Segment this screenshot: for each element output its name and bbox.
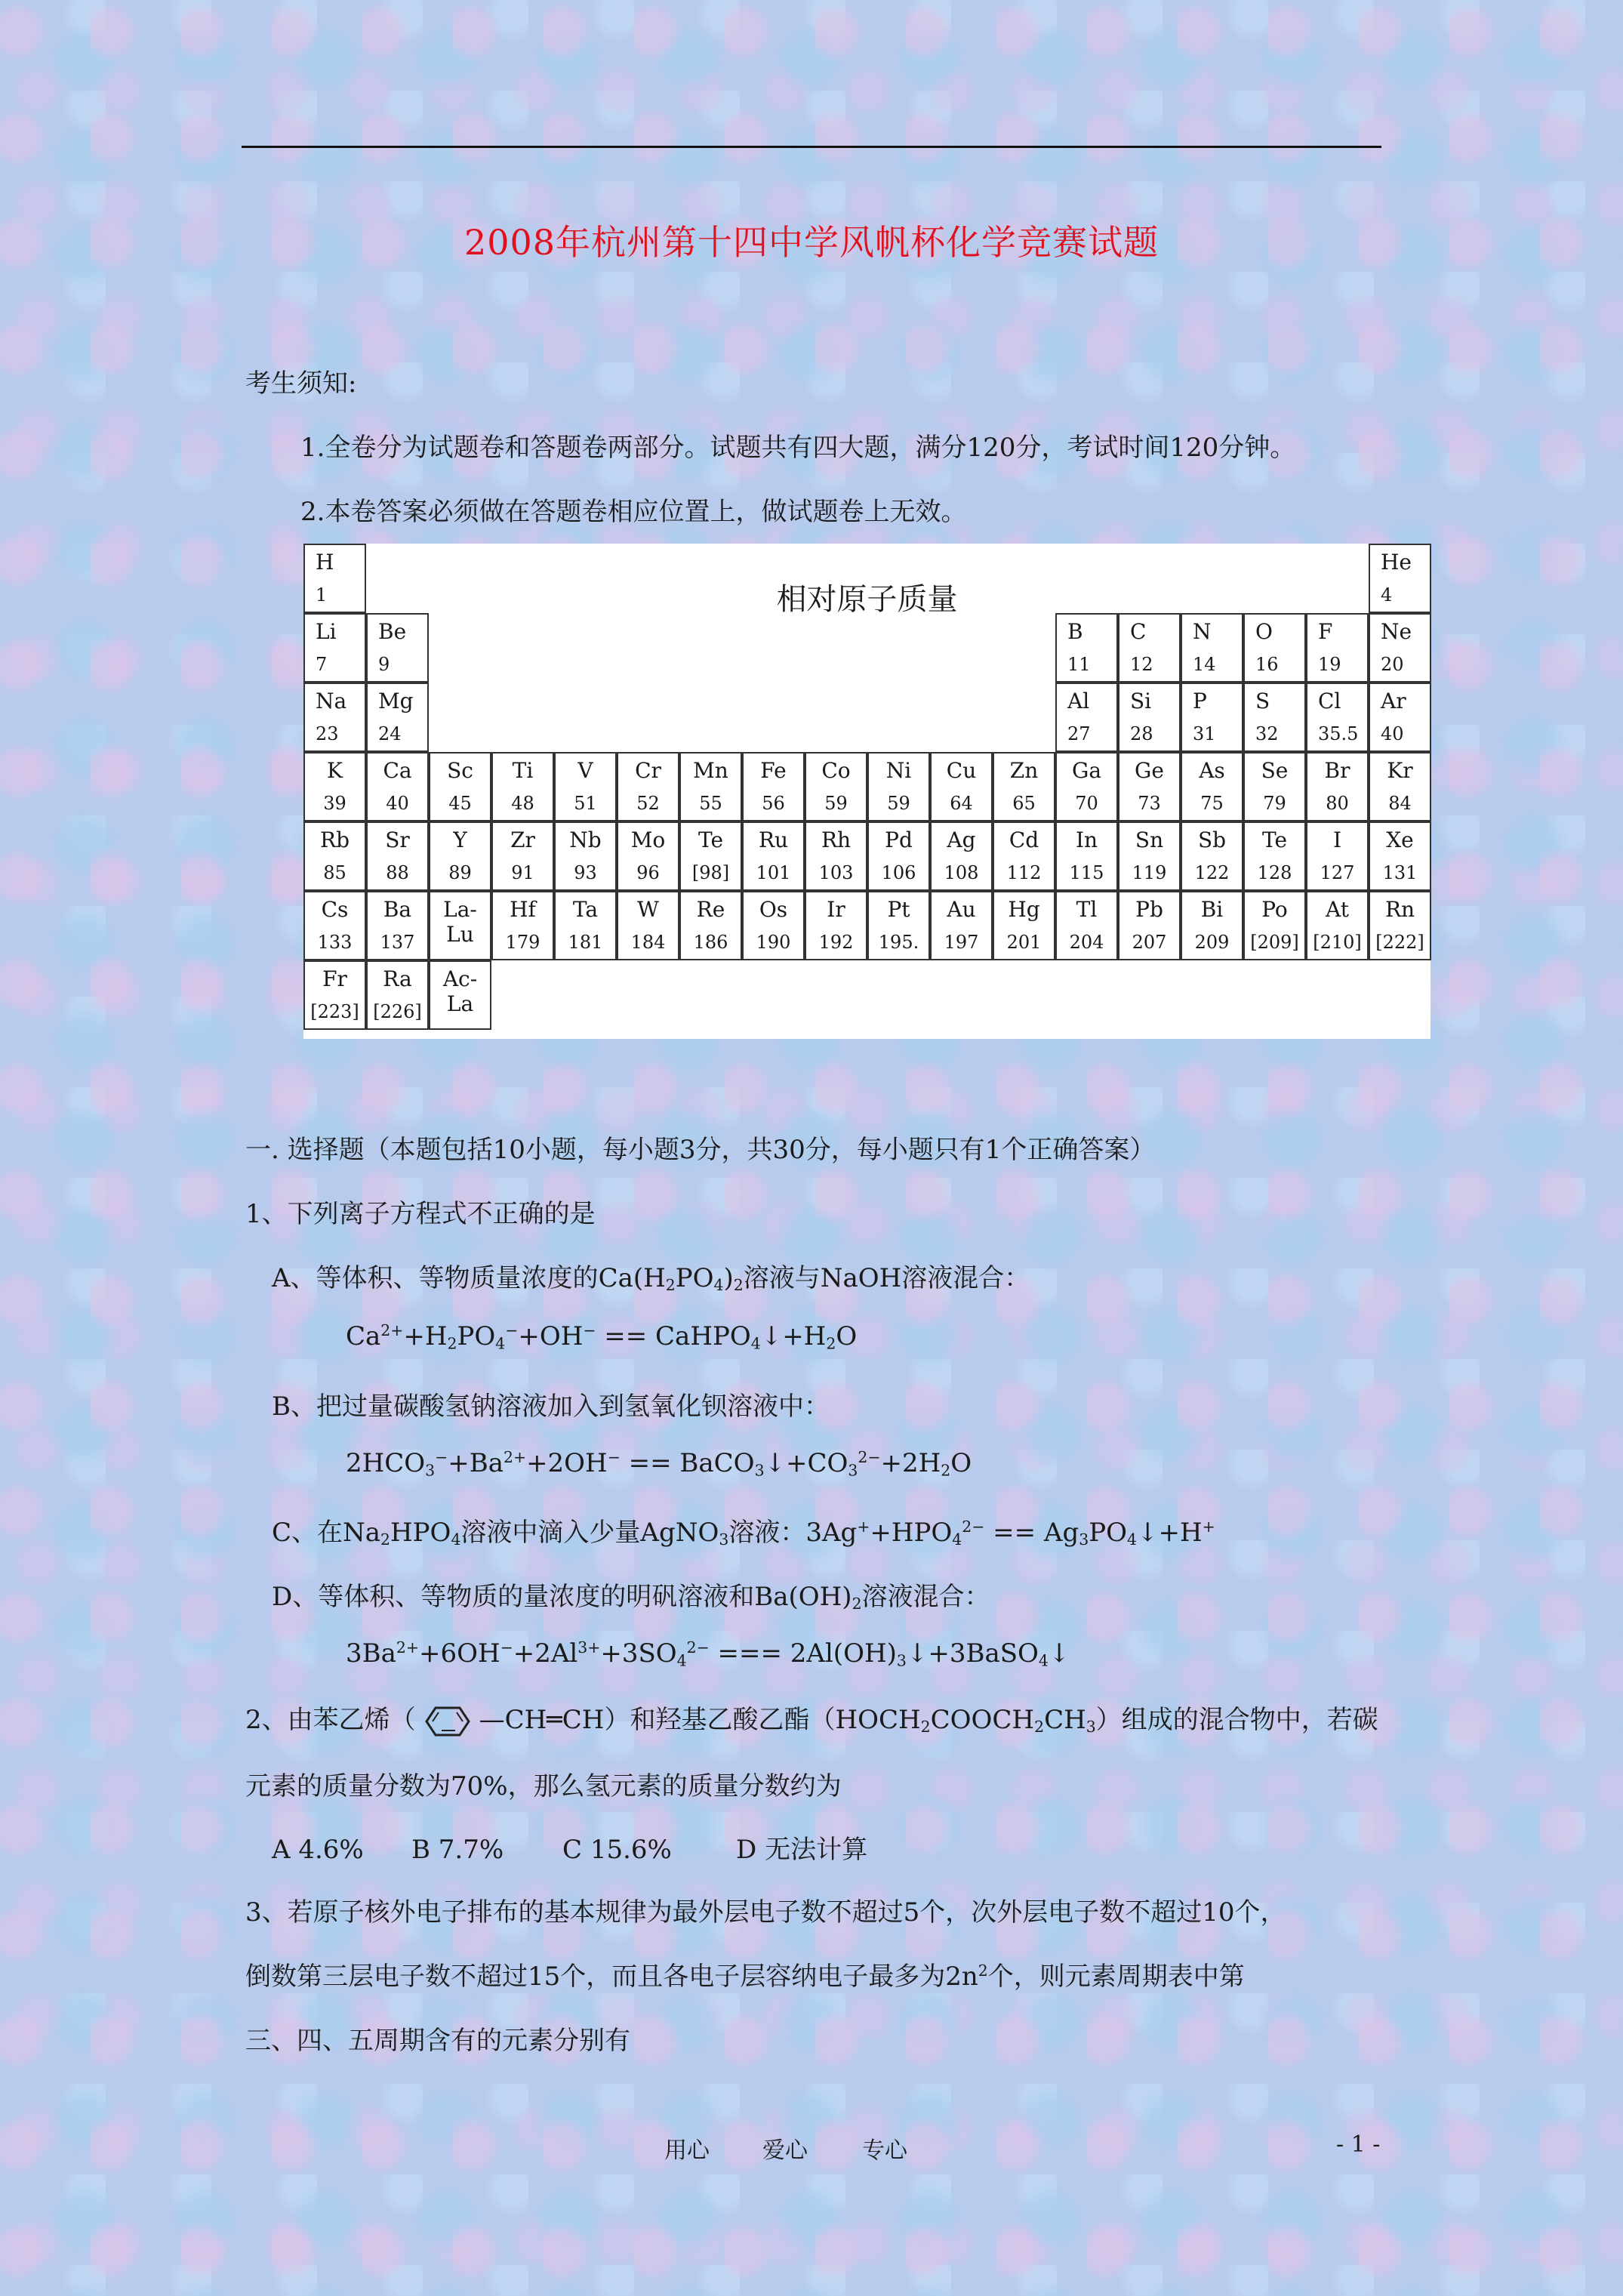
- element-mass: 195.: [878, 932, 919, 953]
- element-mass: 75: [1200, 793, 1224, 814]
- element-symbol: At: [1326, 897, 1349, 922]
- element-symbol: Te: [698, 827, 724, 852]
- element-symbol: Ag: [947, 827, 976, 852]
- element-cell: [1243, 613, 1306, 683]
- element-cell: [303, 960, 366, 1030]
- element-symbol: Fe: [760, 758, 787, 783]
- element-symbol: Nb: [569, 827, 602, 852]
- element-cell: [1055, 613, 1118, 683]
- element-symbol: Sn: [1135, 827, 1164, 852]
- element-cell: [1369, 891, 1431, 960]
- element-mass: 52: [636, 793, 660, 814]
- element-cell: [993, 891, 1055, 960]
- element-symbol: Cl: [1318, 689, 1341, 713]
- element-symbol: Cr: [635, 758, 661, 783]
- q1-option-a: A、等体积、等物质量浓度的$Ca(H_2PO_4)_2$溶液与NaOH溶液混合：: [272, 1263, 1030, 1295]
- element-symbol: Na: [316, 689, 347, 713]
- element-mass: [98]: [691, 862, 730, 883]
- element-cell: [1181, 891, 1243, 960]
- element-symbol: La-Lu: [443, 897, 477, 947]
- element-cell: [805, 891, 867, 960]
- page-number: - 1 -: [1336, 2131, 1381, 2158]
- element-mass: [223]: [310, 1001, 359, 1022]
- element-mass: 106: [881, 862, 916, 883]
- element-cell: [1055, 821, 1118, 891]
- element-mass: 84: [1388, 793, 1412, 814]
- element-mass: 128: [1257, 862, 1292, 883]
- element-mass: 119: [1132, 862, 1167, 883]
- element-symbol: Xe: [1386, 827, 1414, 852]
- element-cell: [303, 613, 366, 683]
- q1-equation-b: $2HCO_3^-+Ba^{2+}+2OH^-$ == $BaCO_3↓+CO_3^{2-}+2H_2O$: [346, 1448, 972, 1480]
- element-mass: 204: [1069, 932, 1104, 953]
- element-symbol: F: [1318, 619, 1333, 644]
- element-cell: [1369, 752, 1431, 821]
- element-cell: [1118, 821, 1181, 891]
- element-mass: [226]: [373, 1001, 422, 1022]
- element-symbol: I: [1332, 827, 1342, 852]
- element-mass: 79: [1263, 793, 1286, 814]
- q2-options: [272, 1829, 867, 1866]
- element-cell: [1243, 752, 1306, 821]
- element-mass: 85: [323, 862, 346, 883]
- element-mass: 7: [316, 654, 328, 675]
- element-symbol: Cd: [1009, 827, 1039, 852]
- element-cell: [1306, 613, 1369, 683]
- element-mass: 32: [1255, 723, 1279, 744]
- notice-item: 2.本卷答案必须做在答题卷相应位置上，做试题卷上无效。: [300, 497, 967, 527]
- element-mass: 186: [693, 932, 728, 953]
- element-cell: [679, 752, 742, 821]
- element-cell: [1369, 613, 1431, 683]
- element-mass: 101: [756, 862, 791, 883]
- element-symbol: Ba: [383, 897, 412, 922]
- element-symbol: Ga: [1071, 758, 1102, 783]
- element-cell: [1369, 683, 1431, 752]
- element-mass: 108: [944, 862, 979, 883]
- element-mass: 23: [316, 723, 339, 744]
- q2-option-b[interactable]: B 7.7%: [411, 1835, 504, 1865]
- element-mass: 64: [950, 793, 973, 814]
- element-cell: [1181, 752, 1243, 821]
- element-symbol: Hf: [510, 897, 536, 922]
- element-mass: 16: [1255, 654, 1279, 675]
- element-symbol: Rn: [1384, 897, 1415, 922]
- q2-option-a[interactable]: A 4.6%: [272, 1835, 364, 1865]
- element-symbol: O: [1255, 619, 1273, 644]
- question-2-stem: 2、由苯乙烯（ —CH═CH）和羟基乙酸乙酯$(HOCH_2COOCH_2CH_3)$组成的混合物中，若碳: [245, 1699, 1378, 1738]
- element-cell: [366, 683, 429, 752]
- element-mass: 73: [1138, 793, 1161, 814]
- element-symbol: Ta: [572, 897, 599, 922]
- element-mass: 14: [1193, 654, 1216, 675]
- element-cell: [429, 752, 491, 821]
- element-cell: [1181, 613, 1243, 683]
- element-symbol: He: [1381, 550, 1412, 575]
- element-mass: [222]: [1375, 932, 1424, 953]
- q1-equation-d: $3Ba^{2+}+6OH^-+2Al^{3+}+3SO_4^{2-}$ === $2Al(OH)_3↓+3BaSO_4↓$: [346, 1638, 1070, 1670]
- element-mass: 96: [636, 862, 660, 883]
- element-symbol: K: [327, 758, 343, 783]
- element-cell: [930, 752, 993, 821]
- element-cell: [1243, 821, 1306, 891]
- page-title: 2008年杭州第十四中学风帆杯化学竞赛试题: [463, 222, 1160, 263]
- element-cell: [617, 752, 679, 821]
- element-symbol: Fr: [322, 966, 347, 991]
- element-symbol: Ra: [383, 966, 412, 991]
- question-2-stem-line2: 元素的质量分数为70%，那么氢元素的质量分数约为: [245, 1771, 842, 1801]
- element-symbol: Sr: [385, 827, 410, 852]
- element-mass: 51: [574, 793, 597, 814]
- question-3-stem-line2: 倒数第三层电子数不超过15个，而且各电子层容纳电子最多为$2n^2$个，则元素周期表中第: [245, 1961, 1245, 1992]
- element-cell: [617, 821, 679, 891]
- element-cell: [1118, 752, 1181, 821]
- element-mass: 190: [756, 932, 791, 953]
- element-mass: 201: [1006, 932, 1042, 953]
- element-symbol: Se: [1261, 758, 1289, 783]
- element-mass: 88: [386, 862, 409, 883]
- question-3-stem: 3、若原子核外电子排布的基本规律为最外层电子数不超过5个，次外层电子数不超过10个，: [245, 1897, 1286, 1928]
- element-symbol: Pt: [887, 897, 910, 922]
- element-mass: 179: [505, 932, 540, 953]
- element-symbol: Ac-La: [442, 966, 478, 1016]
- notice-item: 1.全卷分为试题卷和答题卷两部分。试题共有四大题，满分120分，考试时间120分钟。: [300, 433, 1296, 463]
- element-symbol: W: [637, 897, 659, 922]
- element-mass: 40: [386, 793, 409, 814]
- element-symbol: Zr: [510, 827, 535, 852]
- element-mass: 181: [568, 932, 603, 953]
- footer-motto: 用心: [664, 2137, 710, 2164]
- element-cell: [429, 821, 491, 891]
- element-symbol: H: [316, 550, 334, 575]
- element-mass: 184: [630, 932, 666, 953]
- element-symbol: S: [1255, 689, 1270, 713]
- element-cell: [867, 891, 930, 960]
- element-mass: 40: [1381, 723, 1404, 744]
- element-cell: [1306, 752, 1369, 821]
- element-symbol: Ca: [383, 758, 412, 783]
- element-cell: [303, 544, 366, 613]
- element-mass: 59: [887, 793, 910, 814]
- element-symbol: C: [1130, 619, 1147, 644]
- element-cell: [679, 821, 742, 891]
- element-symbol: Mo: [630, 827, 666, 852]
- element-symbol: Kr: [1387, 758, 1413, 783]
- element-cell: [1181, 821, 1243, 891]
- element-mass: 93: [574, 862, 597, 883]
- q2-option-d[interactable]: D 无法计算: [736, 1835, 868, 1865]
- footer-motto: 专心: [862, 2137, 907, 2164]
- element-mass: 65: [1012, 793, 1036, 814]
- element-cell: [1055, 752, 1118, 821]
- element-cell: [491, 752, 554, 821]
- element-symbol: Pd: [885, 827, 913, 852]
- element-symbol: Al: [1067, 689, 1090, 713]
- element-mass: 4: [1381, 584, 1393, 606]
- element-mass: 137: [380, 932, 415, 953]
- element-cell: [742, 752, 805, 821]
- element-symbol: Zn: [1009, 758, 1039, 783]
- element-mass: 9: [378, 654, 390, 675]
- element-symbol: Mn: [693, 758, 728, 783]
- element-mass: 122: [1194, 862, 1230, 883]
- element-symbol: Ge: [1135, 758, 1164, 783]
- element-cell: [1306, 891, 1369, 960]
- element-cell: [366, 960, 429, 1030]
- element-mass: 80: [1326, 793, 1349, 814]
- element-symbol: P: [1193, 689, 1207, 713]
- element-symbol: Ar: [1381, 689, 1406, 713]
- element-mass: 19: [1318, 654, 1341, 675]
- element-mass: 59: [824, 793, 848, 814]
- element-symbol: B: [1067, 619, 1083, 644]
- element-symbol: Hg: [1008, 897, 1040, 922]
- element-cell: [1118, 613, 1181, 683]
- element-symbol: Br: [1324, 758, 1350, 783]
- element-cell: [1118, 891, 1181, 960]
- element-cell: [366, 752, 429, 821]
- element-cell: [867, 821, 930, 891]
- element-mass: 12: [1130, 654, 1153, 675]
- element-mass: 192: [818, 932, 854, 953]
- element-cell: [742, 821, 805, 891]
- element-mass: 45: [448, 793, 472, 814]
- question-3-stem-line3: 三、四、五周期含有的元素分别有: [245, 2026, 630, 2056]
- element-symbol: Cu: [946, 758, 977, 783]
- element-mass: 209: [1194, 932, 1230, 953]
- element-symbol: Cs: [321, 897, 349, 922]
- element-cell: [805, 821, 867, 891]
- element-cell: [429, 891, 491, 960]
- element-symbol: Os: [759, 897, 788, 922]
- element-cell: [1243, 891, 1306, 960]
- element-symbol: Au: [947, 897, 976, 922]
- element-mass: 127: [1320, 862, 1355, 883]
- element-mass: 70: [1075, 793, 1098, 814]
- element-cell: [1055, 683, 1118, 752]
- element-cell: [679, 891, 742, 960]
- element-cell: [366, 613, 429, 683]
- element-cell: [1306, 683, 1369, 752]
- element-cell: [303, 752, 366, 821]
- element-mass: 115: [1069, 862, 1104, 883]
- element-cell: [554, 821, 617, 891]
- element-cell: [1306, 821, 1369, 891]
- element-symbol: Be: [378, 619, 407, 644]
- question-1-stem: 1、下列离子方程式不正确的是: [245, 1199, 596, 1229]
- benzene-ring-icon: [416, 1705, 479, 1738]
- element-mass: 1: [316, 584, 328, 606]
- element-mass: 48: [511, 793, 534, 814]
- element-cell: [993, 821, 1055, 891]
- element-symbol: Re: [696, 897, 725, 922]
- element-symbol: Sb: [1197, 827, 1227, 852]
- q1-option-d: D、等体积、等物质的量浓度的明矾溶液和$Ba(OH)_2$溶液混合：: [272, 1582, 990, 1613]
- element-symbol: Pb: [1135, 897, 1163, 922]
- element-cell: [491, 891, 554, 960]
- q1-option-b: B、把过量碳酸氢钠溶液加入到氢氧化钡溶液中：: [272, 1391, 830, 1422]
- element-mass: 55: [699, 793, 722, 814]
- element-symbol: Tl: [1076, 897, 1098, 922]
- element-symbol: Ru: [758, 827, 789, 852]
- element-symbol: In: [1075, 827, 1098, 852]
- element-cell: [429, 960, 491, 1030]
- element-symbol: Ti: [512, 758, 534, 783]
- section-heading: 一. 选择题（本题包括10小题，每小题3分，共30分，每小题只有1个正确答案）: [245, 1135, 1156, 1165]
- element-mass: 20: [1381, 654, 1404, 675]
- element-cell: [930, 891, 993, 960]
- element-mass: 89: [448, 862, 472, 883]
- element-mass: 28: [1130, 723, 1153, 744]
- element-cell: [1243, 683, 1306, 752]
- element-cell: [1118, 683, 1181, 752]
- element-symbol: As: [1199, 758, 1225, 783]
- element-cell: [993, 752, 1055, 821]
- notice-heading: 考生须知:: [245, 368, 357, 399]
- element-mass: 91: [511, 862, 534, 883]
- element-symbol: Co: [821, 758, 851, 783]
- element-mass: 131: [1382, 862, 1418, 883]
- element-mass: 112: [1006, 862, 1042, 883]
- q1-equation-a: $Ca^{2+}+H_2PO_4^-+OH^-$ == $CaHPO_4↓+H_2O$: [346, 1321, 858, 1353]
- element-symbol: Ni: [885, 758, 912, 783]
- element-cell: [1181, 683, 1243, 752]
- element-cell: [930, 821, 993, 891]
- element-mass: 27: [1067, 723, 1091, 744]
- element-mass: [210]: [1313, 932, 1362, 953]
- element-cell: [867, 752, 930, 821]
- element-mass: 11: [1067, 654, 1091, 675]
- element-symbol: Bi: [1200, 897, 1224, 922]
- element-cell: [617, 891, 679, 960]
- element-symbol: Si: [1130, 689, 1152, 713]
- element-cell: [366, 821, 429, 891]
- element-symbol: Rh: [821, 827, 852, 852]
- element-cell: [303, 821, 366, 891]
- element-symbol: Ne: [1381, 619, 1412, 644]
- element-cell: [1055, 891, 1118, 960]
- element-mass: 56: [762, 793, 785, 814]
- element-mass: 24: [378, 723, 402, 744]
- element-mass: 35.5: [1318, 723, 1359, 744]
- element-symbol: Po: [1261, 897, 1288, 922]
- q1-option-c: C、在$Na_2HPO_4$溶液中滴入少量AgNO$_3$溶液：$3Ag^++HPO_4^{2-}$ == $Ag_3PO_4↓+H^+$: [272, 1517, 1215, 1549]
- element-symbol: Te: [1261, 827, 1288, 852]
- element-symbol: Mg: [378, 689, 414, 713]
- element-mass: 207: [1132, 932, 1167, 953]
- element-mass: 39: [323, 793, 346, 814]
- element-mass: [209]: [1250, 932, 1299, 953]
- element-symbol: Rb: [319, 827, 350, 852]
- element-cell: [1369, 544, 1431, 613]
- element-cell: [491, 821, 554, 891]
- footer-motto: 爱心: [762, 2137, 808, 2164]
- element-mass: 31: [1193, 723, 1216, 744]
- element-mass: 103: [818, 862, 854, 883]
- element-symbol: Li: [316, 619, 337, 644]
- header-rule: [242, 146, 1381, 148]
- element-cell: [805, 752, 867, 821]
- q2-option-c[interactable]: C 15.6%: [562, 1835, 672, 1865]
- element-mass: 133: [317, 932, 353, 953]
- element-cell: [1369, 821, 1431, 891]
- element-symbol: N: [1193, 619, 1212, 644]
- periodic-table: [303, 544, 1431, 1039]
- element-cell: [303, 891, 366, 960]
- element-cell: [554, 891, 617, 960]
- element-cell: [554, 752, 617, 821]
- element-cell: [366, 891, 429, 960]
- element-symbol: Sc: [447, 758, 473, 783]
- element-symbol: Y: [453, 827, 467, 852]
- periodic-table-title: 相对原子质量: [776, 582, 958, 617]
- element-symbol: V: [577, 758, 593, 783]
- element-mass: 197: [944, 932, 979, 953]
- element-cell: [742, 891, 805, 960]
- element-symbol: Ir: [827, 897, 845, 922]
- element-cell: [303, 683, 366, 752]
